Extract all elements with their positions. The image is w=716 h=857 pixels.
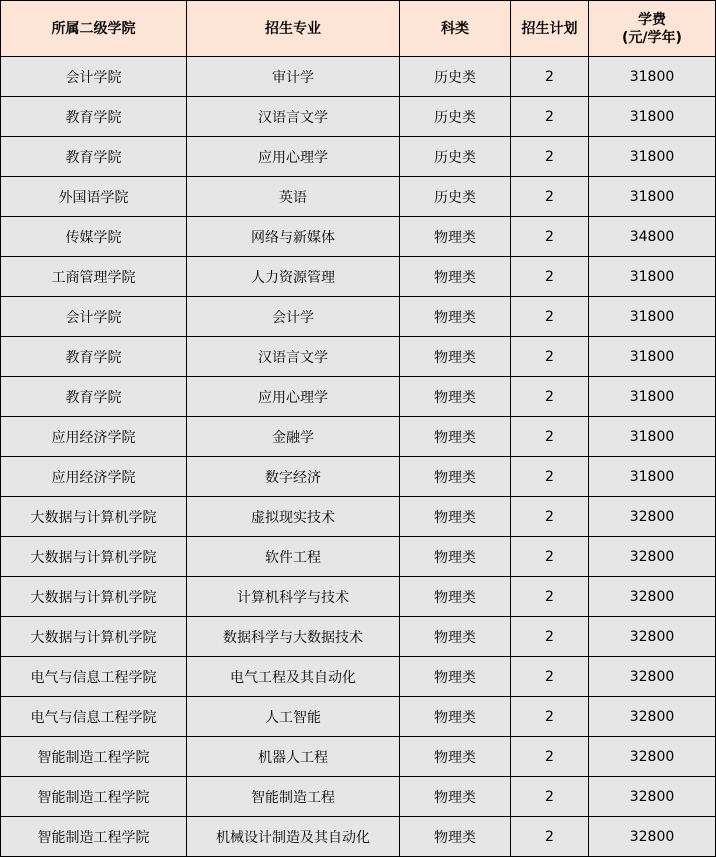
cell-subject: 物理类 [400,777,511,817]
cell-tuition: 31800 [589,417,716,457]
table-row [1,817,716,857]
cell-plan: 2 [511,257,589,297]
cell-subject: 物理类 [400,817,511,857]
cell-college: 教育学院 [1,137,187,177]
cell-tuition: 31800 [589,297,716,337]
cell-subject: 物理类 [400,257,511,297]
cell-college: 教育学院 [1,337,187,377]
header-tuition-unit: (元/学年) [622,29,682,46]
cell-tuition: 31800 [589,257,716,297]
cell-plan: 2 [511,177,589,217]
header-college: 所属二级学院 [1,1,187,57]
cell-college: 应用经济学院 [1,457,187,497]
cell-tuition: 32800 [589,737,716,777]
cell-subject: 物理类 [400,337,511,377]
cell-tuition: 31800 [589,97,716,137]
cell-college: 智能制造工程学院 [1,817,187,857]
cell-tuition: 32800 [589,577,716,617]
cell-plan: 2 [511,537,589,577]
cell-tuition: 34800 [589,217,716,257]
cell-major: 智能制造工程 [187,777,400,817]
cell-college: 外国语学院 [1,177,187,217]
cell-plan: 2 [511,577,589,617]
table-row [1,417,716,457]
table-body [1,57,716,857]
cell-major: 网络与新媒体 [187,217,400,257]
cell-college: 智能制造工程学院 [1,737,187,777]
table-row [1,257,716,297]
cell-plan: 2 [511,137,589,177]
cell-major: 软件工程 [187,537,400,577]
table-row [1,137,716,177]
cell-subject: 物理类 [400,377,511,417]
header-row [1,1,716,57]
cell-plan: 2 [511,377,589,417]
header-major: 招生专业 [187,1,400,57]
cell-plan: 2 [511,337,589,377]
cell-tuition: 31800 [589,137,716,177]
cell-subject: 物理类 [400,657,511,697]
table-row [1,377,716,417]
cell-plan: 2 [511,657,589,697]
cell-tuition: 32800 [589,777,716,817]
cell-plan: 2 [511,297,589,337]
cell-college: 会计学院 [1,57,187,97]
cell-major: 会计学 [187,297,400,337]
cell-major: 机器人工程 [187,737,400,777]
cell-college: 工商管理学院 [1,257,187,297]
cell-college: 大数据与计算机学院 [1,537,187,577]
table-row [1,497,716,537]
cell-tuition: 31800 [589,57,716,97]
cell-major: 电气工程及其自动化 [187,657,400,697]
cell-tuition: 32800 [589,657,716,697]
table-row [1,617,716,657]
cell-college: 电气与信息工程学院 [1,657,187,697]
cell-major: 人力资源管理 [187,257,400,297]
table-row [1,337,716,377]
cell-major: 计算机科学与技术 [187,577,400,617]
cell-plan: 2 [511,417,589,457]
cell-subject: 物理类 [400,297,511,337]
cell-tuition: 31800 [589,177,716,217]
cell-subject: 物理类 [400,737,511,777]
cell-major: 虚拟现实技术 [187,497,400,537]
table-row [1,177,716,217]
table-row [1,577,716,617]
cell-subject: 物理类 [400,537,511,577]
cell-subject: 历史类 [400,177,511,217]
cell-plan: 2 [511,737,589,777]
cell-subject: 物理类 [400,577,511,617]
table-row [1,697,716,737]
cell-major: 数字经济 [187,457,400,497]
table-row [1,537,716,577]
cell-subject: 物理类 [400,217,511,257]
cell-tuition: 32800 [589,817,716,857]
cell-plan: 2 [511,617,589,657]
cell-major: 应用心理学 [187,137,400,177]
cell-major: 人工智能 [187,697,400,737]
cell-college: 大数据与计算机学院 [1,617,187,657]
table-row [1,457,716,497]
cell-plan: 2 [511,97,589,137]
cell-subject: 历史类 [400,57,511,97]
table-row [1,217,716,257]
cell-college: 会计学院 [1,297,187,337]
cell-college: 传媒学院 [1,217,187,257]
cell-subject: 物理类 [400,497,511,537]
cell-tuition: 32800 [589,697,716,737]
cell-major: 汉语言文学 [187,97,400,137]
cell-plan: 2 [511,57,589,97]
table-row [1,57,716,97]
header-tuition-label: 学费 [638,11,666,28]
cell-college: 应用经济学院 [1,417,187,457]
table-row [1,97,716,137]
cell-major: 审计学 [187,57,400,97]
cell-major: 机械设计制造及其自动化 [187,817,400,857]
cell-tuition: 32800 [589,497,716,537]
header-tuition [589,1,716,57]
cell-college: 电气与信息工程学院 [1,697,187,737]
cell-plan: 2 [511,457,589,497]
table-row [1,657,716,697]
cell-tuition: 31800 [589,337,716,377]
cell-college: 智能制造工程学院 [1,777,187,817]
header-subject: 科类 [400,1,511,57]
cell-subject: 物理类 [400,697,511,737]
cell-tuition: 31800 [589,377,716,417]
cell-college: 教育学院 [1,97,187,137]
cell-plan: 2 [511,697,589,737]
table-row [1,737,716,777]
cell-major: 金融学 [187,417,400,457]
cell-tuition: 32800 [589,617,716,657]
cell-plan: 2 [511,217,589,257]
cell-subject: 历史类 [400,97,511,137]
cell-plan: 2 [511,777,589,817]
cell-subject: 历史类 [400,137,511,177]
cell-college: 大数据与计算机学院 [1,577,187,617]
cell-subject: 物理类 [400,617,511,657]
cell-subject: 物理类 [400,457,511,497]
cell-major: 英语 [187,177,400,217]
cell-subject: 物理类 [400,417,511,457]
table-row [1,297,716,337]
cell-major: 数据科学与大数据技术 [187,617,400,657]
cell-major: 汉语言文学 [187,337,400,377]
header-plan: 招生计划 [511,1,589,57]
cell-tuition: 31800 [589,457,716,497]
table-row [1,777,716,817]
cell-major: 应用心理学 [187,377,400,417]
cell-tuition: 32800 [589,537,716,577]
cell-plan: 2 [511,497,589,537]
cell-college: 教育学院 [1,377,187,417]
cell-college: 大数据与计算机学院 [1,497,187,537]
table-header [1,1,716,57]
cell-plan: 2 [511,817,589,857]
